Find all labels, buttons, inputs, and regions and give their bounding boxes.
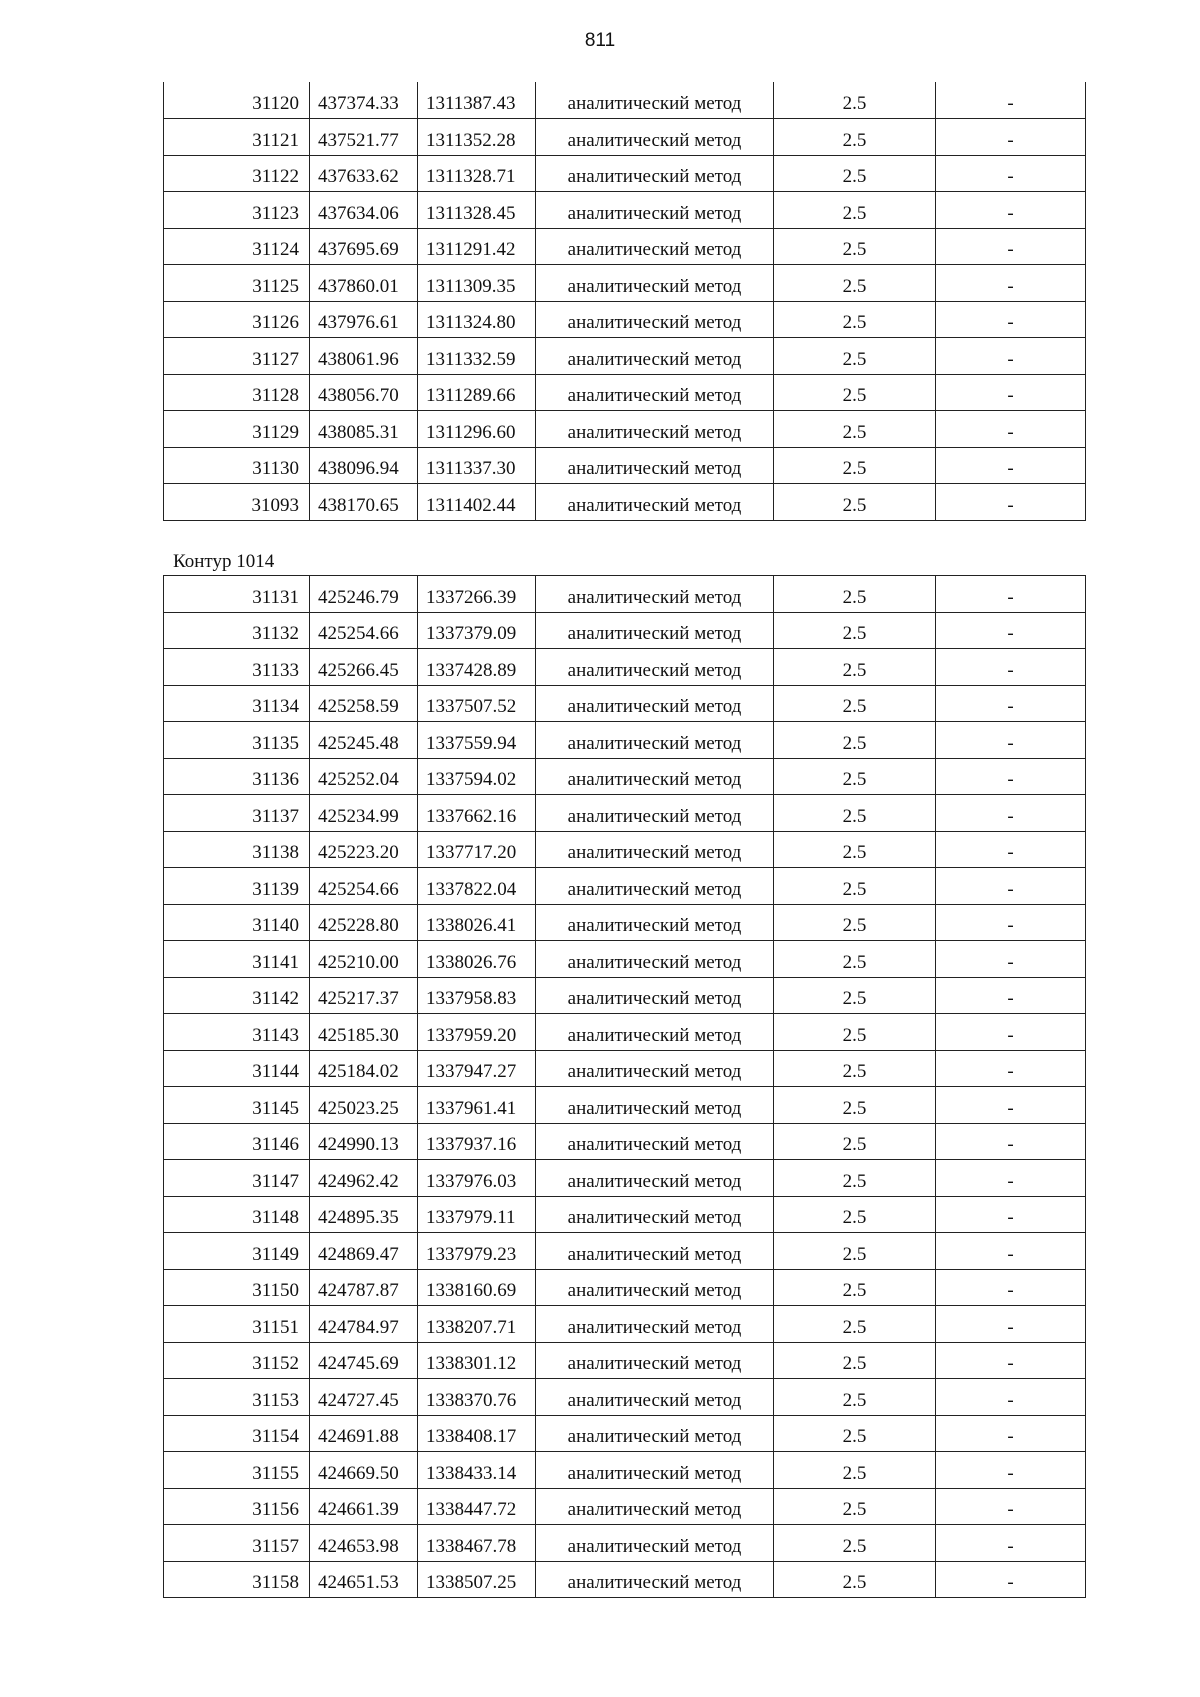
method-cell: аналитический метод bbox=[536, 1233, 774, 1270]
method-cell: аналитический метод bbox=[536, 1087, 774, 1124]
table-row bbox=[164, 1160, 1086, 1197]
note-cell: - bbox=[936, 1123, 1086, 1160]
accuracy-cell: 2.5 bbox=[774, 1160, 936, 1197]
y-coordinate-cell: 1338026.76 bbox=[418, 941, 536, 978]
method-cell: аналитический метод bbox=[536, 758, 774, 795]
x-coordinate-cell: 424990.13 bbox=[310, 1123, 418, 1160]
table-row bbox=[164, 374, 1086, 411]
x-coordinate-cell: 424661.39 bbox=[310, 1488, 418, 1525]
point-number-cell: 31158 bbox=[164, 1561, 310, 1598]
note-cell: - bbox=[936, 447, 1086, 484]
accuracy-cell: 2.5 bbox=[774, 722, 936, 759]
y-coordinate-cell: 1337559.94 bbox=[418, 722, 536, 759]
point-number-cell: 31121 bbox=[164, 119, 310, 156]
note-cell: - bbox=[936, 941, 1086, 978]
point-number-cell: 31143 bbox=[164, 1014, 310, 1051]
point-number-cell: 31150 bbox=[164, 1269, 310, 1306]
table-row bbox=[164, 1561, 1086, 1598]
table-row bbox=[164, 795, 1086, 832]
page-number: 811 bbox=[584, 30, 616, 51]
y-coordinate-cell: 1337428.89 bbox=[418, 649, 536, 686]
point-number-cell: 31152 bbox=[164, 1342, 310, 1379]
y-coordinate-cell: 1311337.30 bbox=[418, 447, 536, 484]
y-coordinate-cell: 1337717.20 bbox=[418, 831, 536, 868]
note-cell: - bbox=[936, 338, 1086, 375]
note-cell: - bbox=[936, 868, 1086, 905]
x-coordinate-cell: 437521.77 bbox=[310, 119, 418, 156]
point-number-cell: 31156 bbox=[164, 1488, 310, 1525]
accuracy-cell: 2.5 bbox=[774, 119, 936, 156]
x-coordinate-cell: 437860.01 bbox=[310, 265, 418, 302]
table-row bbox=[164, 831, 1086, 868]
table-row bbox=[164, 447, 1086, 484]
y-coordinate-cell: 1337979.23 bbox=[418, 1233, 536, 1270]
y-coordinate-cell: 1337822.04 bbox=[418, 868, 536, 905]
note-cell: - bbox=[936, 1525, 1086, 1562]
table-row bbox=[164, 1342, 1086, 1379]
y-coordinate-cell: 1338507.25 bbox=[418, 1561, 536, 1598]
table-row bbox=[164, 1306, 1086, 1343]
method-cell: аналитический метод bbox=[536, 941, 774, 978]
accuracy-cell: 2.5 bbox=[774, 192, 936, 229]
table-row bbox=[164, 1488, 1086, 1525]
table-row bbox=[164, 1196, 1086, 1233]
table-row bbox=[164, 758, 1086, 795]
table-row bbox=[164, 868, 1086, 905]
y-coordinate-cell: 1337379.09 bbox=[418, 612, 536, 649]
point-number-cell: 31131 bbox=[164, 576, 310, 613]
x-coordinate-cell: 425217.37 bbox=[310, 977, 418, 1014]
method-cell: аналитический метод bbox=[536, 1014, 774, 1051]
note-cell: - bbox=[936, 1306, 1086, 1343]
method-cell: аналитический метод bbox=[536, 1415, 774, 1452]
accuracy-cell: 2.5 bbox=[774, 977, 936, 1014]
point-number-cell: 31140 bbox=[164, 904, 310, 941]
x-coordinate-cell: 424653.98 bbox=[310, 1525, 418, 1562]
method-cell: аналитический метод bbox=[536, 868, 774, 905]
x-coordinate-cell: 425210.00 bbox=[310, 941, 418, 978]
note-cell: - bbox=[936, 1050, 1086, 1087]
method-cell: аналитический метод bbox=[536, 82, 774, 119]
point-number-cell: 31139 bbox=[164, 868, 310, 905]
point-number-cell: 31145 bbox=[164, 1087, 310, 1124]
accuracy-cell: 2.5 bbox=[774, 1087, 936, 1124]
method-cell: аналитический метод bbox=[536, 904, 774, 941]
method-cell: аналитический метод bbox=[536, 612, 774, 649]
table-row bbox=[164, 649, 1086, 686]
x-coordinate-cell: 425246.79 bbox=[310, 576, 418, 613]
y-coordinate-cell: 1311332.59 bbox=[418, 338, 536, 375]
point-number-cell: 31136 bbox=[164, 758, 310, 795]
point-number-cell: 31133 bbox=[164, 649, 310, 686]
note-cell: - bbox=[936, 1269, 1086, 1306]
accuracy-cell: 2.5 bbox=[774, 904, 936, 941]
accuracy-cell: 2.5 bbox=[774, 155, 936, 192]
x-coordinate-cell: 425258.59 bbox=[310, 685, 418, 722]
accuracy-cell: 2.5 bbox=[774, 1269, 936, 1306]
x-coordinate-cell: 424691.88 bbox=[310, 1415, 418, 1452]
method-cell: аналитический метод bbox=[536, 576, 774, 613]
y-coordinate-cell: 1337937.16 bbox=[418, 1123, 536, 1160]
y-coordinate-cell: 1311402.44 bbox=[418, 484, 536, 521]
accuracy-cell: 2.5 bbox=[774, 301, 936, 338]
x-coordinate-cell: 438085.31 bbox=[310, 411, 418, 448]
y-coordinate-cell: 1337961.41 bbox=[418, 1087, 536, 1124]
accuracy-cell: 2.5 bbox=[774, 1379, 936, 1416]
y-coordinate-cell: 1337959.20 bbox=[418, 1014, 536, 1051]
table-row bbox=[164, 1087, 1086, 1124]
x-coordinate-cell: 424745.69 bbox=[310, 1342, 418, 1379]
point-number-cell: 31148 bbox=[164, 1196, 310, 1233]
accuracy-cell: 2.5 bbox=[774, 484, 936, 521]
section-label-contour: Контур 1014 bbox=[173, 551, 275, 572]
method-cell: аналитический метод bbox=[536, 1488, 774, 1525]
note-cell: - bbox=[936, 119, 1086, 156]
table-row bbox=[164, 1123, 1086, 1160]
note-cell: - bbox=[936, 82, 1086, 119]
table-row bbox=[164, 484, 1086, 521]
table-row bbox=[164, 155, 1086, 192]
table-row bbox=[164, 338, 1086, 375]
accuracy-cell: 2.5 bbox=[774, 374, 936, 411]
note-cell: - bbox=[936, 265, 1086, 302]
method-cell: аналитический метод bbox=[536, 1342, 774, 1379]
y-coordinate-cell: 1337507.52 bbox=[418, 685, 536, 722]
table-row bbox=[164, 301, 1086, 338]
accuracy-cell: 2.5 bbox=[774, 1233, 936, 1270]
method-cell: аналитический метод bbox=[536, 977, 774, 1014]
point-number-cell: 31155 bbox=[164, 1452, 310, 1489]
x-coordinate-cell: 424787.87 bbox=[310, 1269, 418, 1306]
x-coordinate-cell: 424869.47 bbox=[310, 1233, 418, 1270]
note-cell: - bbox=[936, 1196, 1086, 1233]
note-cell: - bbox=[936, 831, 1086, 868]
note-cell: - bbox=[936, 649, 1086, 686]
x-coordinate-cell: 437374.33 bbox=[310, 82, 418, 119]
point-number-cell: 31147 bbox=[164, 1160, 310, 1197]
note-cell: - bbox=[936, 1233, 1086, 1270]
y-coordinate-cell: 1337947.27 bbox=[418, 1050, 536, 1087]
method-cell: аналитический метод bbox=[536, 1160, 774, 1197]
accuracy-cell: 2.5 bbox=[774, 758, 936, 795]
note-cell: - bbox=[936, 977, 1086, 1014]
coordinates-table-top bbox=[163, 82, 1086, 521]
point-number-cell: 31144 bbox=[164, 1050, 310, 1087]
x-coordinate-cell: 425184.02 bbox=[310, 1050, 418, 1087]
table-row bbox=[164, 1014, 1086, 1051]
table-row bbox=[164, 228, 1086, 265]
table-row bbox=[164, 82, 1086, 119]
x-coordinate-cell: 425252.04 bbox=[310, 758, 418, 795]
y-coordinate-cell: 1311324.80 bbox=[418, 301, 536, 338]
method-cell: аналитический метод bbox=[536, 119, 774, 156]
table-row bbox=[164, 265, 1086, 302]
x-coordinate-cell: 425254.66 bbox=[310, 868, 418, 905]
point-number-cell: 31122 bbox=[164, 155, 310, 192]
table-row bbox=[164, 904, 1086, 941]
note-cell: - bbox=[936, 795, 1086, 832]
x-coordinate-cell: 425228.80 bbox=[310, 904, 418, 941]
point-number-cell: 31123 bbox=[164, 192, 310, 229]
table-body bbox=[164, 82, 1086, 520]
method-cell: аналитический метод bbox=[536, 685, 774, 722]
accuracy-cell: 2.5 bbox=[774, 338, 936, 375]
x-coordinate-cell: 437695.69 bbox=[310, 228, 418, 265]
accuracy-cell: 2.5 bbox=[774, 1488, 936, 1525]
method-cell: аналитический метод bbox=[536, 228, 774, 265]
point-number-cell: 31146 bbox=[164, 1123, 310, 1160]
accuracy-cell: 2.5 bbox=[774, 1342, 936, 1379]
accuracy-cell: 2.5 bbox=[774, 1452, 936, 1489]
x-coordinate-cell: 424895.35 bbox=[310, 1196, 418, 1233]
y-coordinate-cell: 1338467.78 bbox=[418, 1525, 536, 1562]
method-cell: аналитический метод bbox=[536, 1525, 774, 1562]
table-row bbox=[164, 941, 1086, 978]
method-cell: аналитический метод bbox=[536, 649, 774, 686]
point-number-cell: 31153 bbox=[164, 1379, 310, 1416]
note-cell: - bbox=[936, 1452, 1086, 1489]
accuracy-cell: 2.5 bbox=[774, 868, 936, 905]
x-coordinate-cell: 425223.20 bbox=[310, 831, 418, 868]
x-coordinate-cell: 424727.45 bbox=[310, 1379, 418, 1416]
y-coordinate-cell: 1311296.60 bbox=[418, 411, 536, 448]
accuracy-cell: 2.5 bbox=[774, 576, 936, 613]
table-row bbox=[164, 119, 1086, 156]
y-coordinate-cell: 1311328.71 bbox=[418, 155, 536, 192]
x-coordinate-cell: 424669.50 bbox=[310, 1452, 418, 1489]
table-row bbox=[164, 1452, 1086, 1489]
accuracy-cell: 2.5 bbox=[774, 265, 936, 302]
y-coordinate-cell: 1338447.72 bbox=[418, 1488, 536, 1525]
method-cell: аналитический метод bbox=[536, 1379, 774, 1416]
note-cell: - bbox=[936, 1488, 1086, 1525]
y-coordinate-cell: 1337662.16 bbox=[418, 795, 536, 832]
point-number-cell: 31127 bbox=[164, 338, 310, 375]
point-number-cell: 31142 bbox=[164, 977, 310, 1014]
y-coordinate-cell: 1311291.42 bbox=[418, 228, 536, 265]
table-row bbox=[164, 685, 1086, 722]
x-coordinate-cell: 438096.94 bbox=[310, 447, 418, 484]
note-cell: - bbox=[936, 1087, 1086, 1124]
accuracy-cell: 2.5 bbox=[774, 447, 936, 484]
y-coordinate-cell: 1337266.39 bbox=[418, 576, 536, 613]
accuracy-cell: 2.5 bbox=[774, 1561, 936, 1598]
point-number-cell: 31134 bbox=[164, 685, 310, 722]
point-number-cell: 31157 bbox=[164, 1525, 310, 1562]
method-cell: аналитический метод bbox=[536, 1306, 774, 1343]
table-row bbox=[164, 1269, 1086, 1306]
note-cell: - bbox=[936, 484, 1086, 521]
accuracy-cell: 2.5 bbox=[774, 1306, 936, 1343]
note-cell: - bbox=[936, 411, 1086, 448]
note-cell: - bbox=[936, 576, 1086, 613]
point-number-cell: 31151 bbox=[164, 1306, 310, 1343]
x-coordinate-cell: 424784.97 bbox=[310, 1306, 418, 1343]
accuracy-cell: 2.5 bbox=[774, 1415, 936, 1452]
table-row bbox=[164, 722, 1086, 759]
method-cell: аналитический метод bbox=[536, 795, 774, 832]
accuracy-cell: 2.5 bbox=[774, 1196, 936, 1233]
table-row bbox=[164, 411, 1086, 448]
note-cell: - bbox=[936, 685, 1086, 722]
y-coordinate-cell: 1337979.11 bbox=[418, 1196, 536, 1233]
table-row bbox=[164, 576, 1086, 613]
point-number-cell: 31154 bbox=[164, 1415, 310, 1452]
method-cell: аналитический метод bbox=[536, 411, 774, 448]
note-cell: - bbox=[936, 228, 1086, 265]
y-coordinate-cell: 1338370.76 bbox=[418, 1379, 536, 1416]
note-cell: - bbox=[936, 612, 1086, 649]
table-row bbox=[164, 192, 1086, 229]
method-cell: аналитический метод bbox=[536, 722, 774, 759]
note-cell: - bbox=[936, 374, 1086, 411]
accuracy-cell: 2.5 bbox=[774, 685, 936, 722]
y-coordinate-cell: 1338408.17 bbox=[418, 1415, 536, 1452]
point-number-cell: 31120 bbox=[164, 82, 310, 119]
y-coordinate-cell: 1337594.02 bbox=[418, 758, 536, 795]
point-number-cell: 31130 bbox=[164, 447, 310, 484]
accuracy-cell: 2.5 bbox=[774, 1525, 936, 1562]
y-coordinate-cell: 1337958.83 bbox=[418, 977, 536, 1014]
method-cell: аналитический метод bbox=[536, 301, 774, 338]
x-coordinate-cell: 425185.30 bbox=[310, 1014, 418, 1051]
note-cell: - bbox=[936, 1415, 1086, 1452]
x-coordinate-cell: 425254.66 bbox=[310, 612, 418, 649]
x-coordinate-cell: 424962.42 bbox=[310, 1160, 418, 1197]
method-cell: аналитический метод bbox=[536, 338, 774, 375]
x-coordinate-cell: 438170.65 bbox=[310, 484, 418, 521]
y-coordinate-cell: 1311387.43 bbox=[418, 82, 536, 119]
method-cell: аналитический метод bbox=[536, 374, 774, 411]
note-cell: - bbox=[936, 904, 1086, 941]
table-row bbox=[164, 1525, 1086, 1562]
point-number-cell: 31132 bbox=[164, 612, 310, 649]
point-number-cell: 31149 bbox=[164, 1233, 310, 1270]
table-row bbox=[164, 1050, 1086, 1087]
method-cell: аналитический метод bbox=[536, 1123, 774, 1160]
y-coordinate-cell: 1311328.45 bbox=[418, 192, 536, 229]
y-coordinate-cell: 1338433.14 bbox=[418, 1452, 536, 1489]
point-number-cell: 31126 bbox=[164, 301, 310, 338]
x-coordinate-cell: 425234.99 bbox=[310, 795, 418, 832]
table-row bbox=[164, 1379, 1086, 1416]
method-cell: аналитический метод bbox=[536, 484, 774, 521]
note-cell: - bbox=[936, 1561, 1086, 1598]
accuracy-cell: 2.5 bbox=[774, 612, 936, 649]
note-cell: - bbox=[936, 192, 1086, 229]
coordinates-table-bottom bbox=[163, 575, 1086, 1598]
table-row bbox=[164, 1233, 1086, 1270]
point-number-cell: 31093 bbox=[164, 484, 310, 521]
accuracy-cell: 2.5 bbox=[774, 1123, 936, 1160]
x-coordinate-cell: 437634.06 bbox=[310, 192, 418, 229]
x-coordinate-cell: 437976.61 bbox=[310, 301, 418, 338]
y-coordinate-cell: 1337976.03 bbox=[418, 1160, 536, 1197]
point-number-cell: 31128 bbox=[164, 374, 310, 411]
method-cell: аналитический метод bbox=[536, 155, 774, 192]
y-coordinate-cell: 1311309.35 bbox=[418, 265, 536, 302]
table-body bbox=[164, 576, 1086, 1598]
method-cell: аналитический метод bbox=[536, 265, 774, 302]
accuracy-cell: 2.5 bbox=[774, 649, 936, 686]
method-cell: аналитический метод bbox=[536, 192, 774, 229]
note-cell: - bbox=[936, 1379, 1086, 1416]
accuracy-cell: 2.5 bbox=[774, 941, 936, 978]
point-number-cell: 31138 bbox=[164, 831, 310, 868]
x-coordinate-cell: 424651.53 bbox=[310, 1561, 418, 1598]
note-cell: - bbox=[936, 758, 1086, 795]
table-row bbox=[164, 1415, 1086, 1452]
y-coordinate-cell: 1311289.66 bbox=[418, 374, 536, 411]
method-cell: аналитический метод bbox=[536, 1452, 774, 1489]
accuracy-cell: 2.5 bbox=[774, 1050, 936, 1087]
point-number-cell: 31129 bbox=[164, 411, 310, 448]
note-cell: - bbox=[936, 155, 1086, 192]
accuracy-cell: 2.5 bbox=[774, 831, 936, 868]
accuracy-cell: 2.5 bbox=[774, 411, 936, 448]
x-coordinate-cell: 425023.25 bbox=[310, 1087, 418, 1124]
point-number-cell: 31135 bbox=[164, 722, 310, 759]
accuracy-cell: 2.5 bbox=[774, 228, 936, 265]
y-coordinate-cell: 1338207.71 bbox=[418, 1306, 536, 1343]
method-cell: аналитический метод bbox=[536, 1050, 774, 1087]
table-row bbox=[164, 977, 1086, 1014]
method-cell: аналитический метод bbox=[536, 1561, 774, 1598]
note-cell: - bbox=[936, 1160, 1086, 1197]
point-number-cell: 31125 bbox=[164, 265, 310, 302]
method-cell: аналитический метод bbox=[536, 831, 774, 868]
accuracy-cell: 2.5 bbox=[774, 795, 936, 832]
accuracy-cell: 2.5 bbox=[774, 1014, 936, 1051]
y-coordinate-cell: 1338160.69 bbox=[418, 1269, 536, 1306]
x-coordinate-cell: 438056.70 bbox=[310, 374, 418, 411]
accuracy-cell: 2.5 bbox=[774, 82, 936, 119]
y-coordinate-cell: 1338026.41 bbox=[418, 904, 536, 941]
note-cell: - bbox=[936, 722, 1086, 759]
method-cell: аналитический метод bbox=[536, 447, 774, 484]
y-coordinate-cell: 1338301.12 bbox=[418, 1342, 536, 1379]
method-cell: аналитический метод bbox=[536, 1196, 774, 1233]
note-cell: - bbox=[936, 1014, 1086, 1051]
point-number-cell: 31137 bbox=[164, 795, 310, 832]
point-number-cell: 31124 bbox=[164, 228, 310, 265]
x-coordinate-cell: 437633.62 bbox=[310, 155, 418, 192]
y-coordinate-cell: 1311352.28 bbox=[418, 119, 536, 156]
note-cell: - bbox=[936, 301, 1086, 338]
method-cell: аналитический метод bbox=[536, 1269, 774, 1306]
note-cell: - bbox=[936, 1342, 1086, 1379]
table-row bbox=[164, 612, 1086, 649]
point-number-cell: 31141 bbox=[164, 941, 310, 978]
x-coordinate-cell: 438061.96 bbox=[310, 338, 418, 375]
x-coordinate-cell: 425245.48 bbox=[310, 722, 418, 759]
x-coordinate-cell: 425266.45 bbox=[310, 649, 418, 686]
